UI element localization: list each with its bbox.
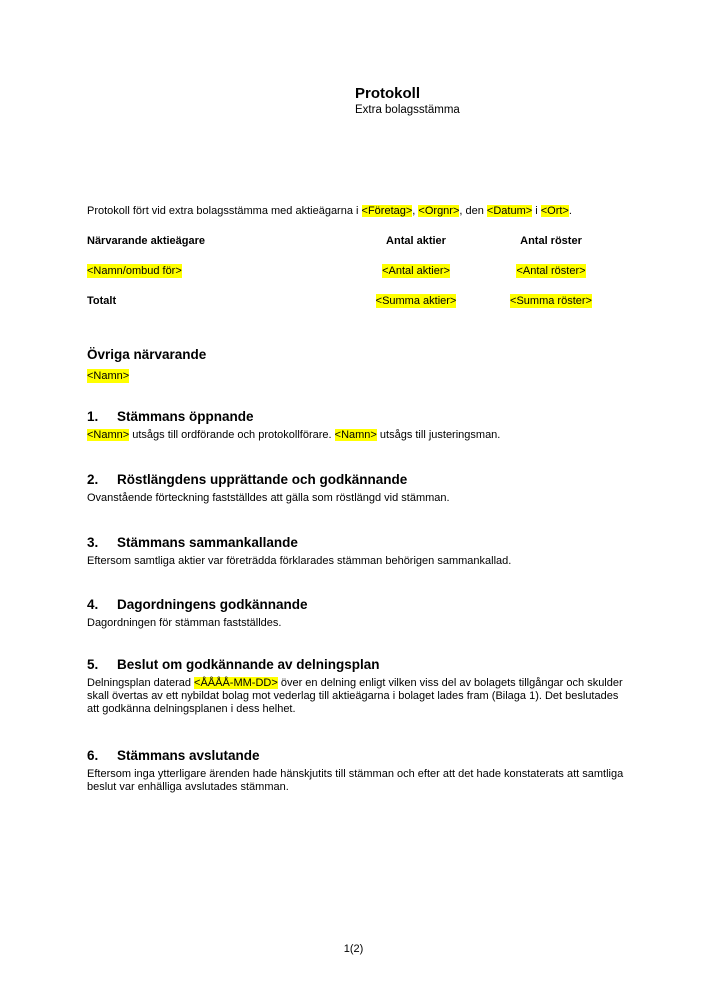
cell-total-shares: [351, 294, 481, 308]
placeholder-orgnr: <Orgnr>: [418, 205, 460, 217]
body-text: Eftersom inga ytterligare ärenden hade hänskjutits till stämman och efter att det hade konstaterats att samtliga beslut var enhälliga avslutades stämman.: [87, 768, 624, 793]
body-text: Eftersom samtliga aktier var företrädda förklarades stämman behörigen sammankallad.: [87, 555, 512, 567]
section-title: Röstlängdens upprättande och godkännande: [117, 472, 408, 487]
section-heading: [87, 534, 627, 551]
section-body: [87, 492, 627, 505]
placeholder-city: <Ort>: [540, 205, 569, 217]
attendees-table: [87, 234, 616, 324]
placeholder-date: <Datum>: [486, 205, 533, 217]
intro-text: Protokoll fört vid extra bolagsstämma med aktieägarna i: [87, 205, 362, 217]
section-number: 3.: [87, 535, 99, 550]
column-header-shares: Antal aktier: [386, 235, 446, 247]
intro-text: .: [568, 205, 572, 217]
section-title: Stämmans avslutande: [117, 748, 260, 763]
section-heading: [87, 471, 627, 488]
others-present-heading: Övriga närvarande: [87, 347, 207, 362]
intro-text: , den: [459, 205, 487, 217]
section-title: Dagordningens godkännande: [117, 597, 308, 612]
table-header-row: [87, 234, 616, 264]
table-row: [87, 264, 616, 294]
body-text: Dagordningen för stämman fastställdes.: [87, 617, 282, 629]
section-opening: [87, 408, 627, 442]
body-text: Ovanstående förteckning fastställdes att gälla som röstlängd vid stämman.: [87, 492, 450, 504]
body-text: utsågs till ordförande och protokollförare.: [129, 429, 335, 441]
intro-paragraph: [87, 204, 572, 218]
section-convening: [87, 534, 627, 568]
table-total-row: [87, 294, 616, 324]
body-text: utsågs till justeringsman.: [376, 429, 501, 441]
placeholder-plan-date: <ÅÅÅÅ-MM-DD>: [194, 677, 278, 689]
section-body: [87, 677, 627, 716]
cell-total-votes: [486, 294, 616, 308]
intro-text: i: [532, 205, 541, 217]
section-body: [87, 617, 627, 630]
section-title: Stämmans sammankallande: [117, 535, 298, 550]
column-header-votes: Antal röster: [520, 235, 582, 247]
section-body: [87, 429, 627, 442]
section-agenda: [87, 596, 627, 630]
section-heading: [87, 596, 627, 613]
section-title: Beslut om godkännande av delningsplan: [117, 657, 380, 672]
cell-shareholder-name: [87, 264, 351, 278]
page-title: Protokoll: [355, 85, 421, 102]
section-number: 6.: [87, 748, 99, 763]
placeholder-sum-votes: <Summa röster>: [510, 295, 592, 307]
placeholder-adjuster-name: <Namn>: [334, 429, 377, 441]
placeholder-name: <Namn>: [87, 370, 130, 382]
others-present-block: [87, 346, 206, 383]
section-heading: [87, 656, 627, 673]
section-number: 2.: [87, 472, 99, 487]
section-division-plan: [87, 656, 627, 716]
body-text: Delningsplan daterad: [87, 677, 195, 689]
page-subtitle: Extra bolagsstämma: [355, 104, 460, 116]
placeholder-name-ombud: <Namn/ombud för>: [87, 265, 182, 277]
section-body: [87, 555, 627, 568]
page-number: 1(2): [343, 943, 364, 955]
title-block: [355, 85, 460, 117]
section-number: 1.: [87, 409, 99, 424]
placeholder-company: <Företag>: [361, 205, 413, 217]
others-present-name: [87, 369, 206, 383]
intro-text: ,: [412, 205, 419, 217]
placeholder-vote-count: <Antal röster>: [516, 265, 586, 277]
section-heading: [87, 408, 627, 425]
placeholder-chairman-name: <Namn>: [87, 429, 130, 441]
column-header-shareholders: Närvarande aktieägare: [87, 235, 206, 247]
placeholder-sum-shares: <Summa aktier>: [375, 295, 457, 307]
section-number: 5.: [87, 657, 99, 672]
cell-votes: [486, 264, 616, 278]
section-body: [87, 768, 627, 794]
section-heading: [87, 747, 627, 764]
body-text: över en delning enligt vilken viss del av bolagets tillgångar och skulder skall övertas av ett nybildat bolag mot vederlag till aktieägarna i bolaget lades fram (Bilaga 1). Det beslutades att godkänna delningsplanen i dess helhet.: [87, 677, 623, 715]
section-voting-list: [87, 471, 627, 505]
placeholder-share-count: <Antal aktier>: [382, 265, 450, 277]
cell-shares: [351, 264, 481, 278]
section-number: 4.: [87, 597, 99, 612]
section-closing: [87, 747, 627, 794]
section-title: Stämmans öppnande: [117, 409, 254, 424]
total-label: Totalt: [87, 295, 117, 307]
